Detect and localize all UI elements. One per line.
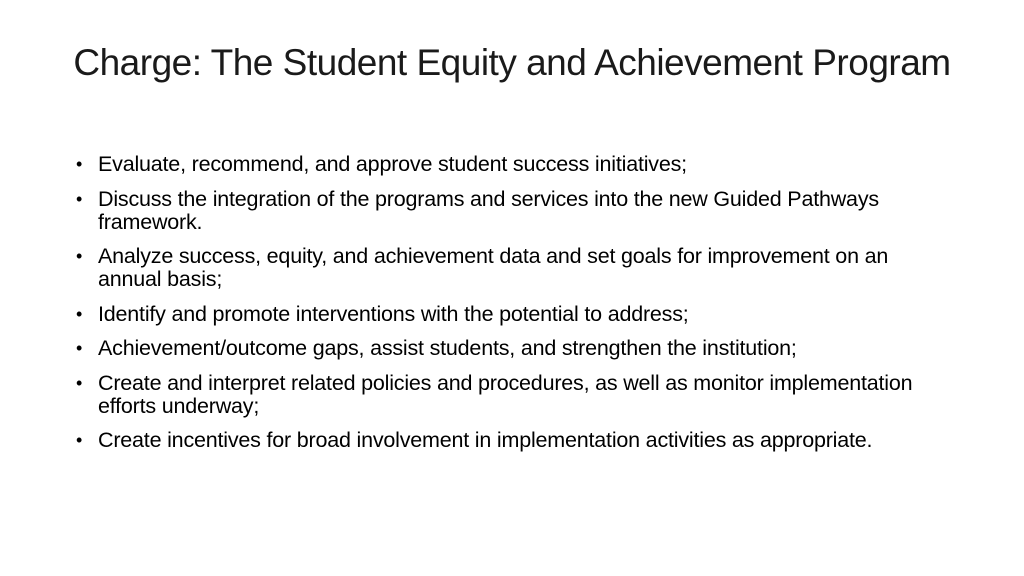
bullet-text: Analyze success, equity, and achievement data and set goals for improvement on an annual basis; bbox=[98, 244, 889, 291]
bullet-icon: • bbox=[76, 430, 83, 450]
bullet-list bbox=[72, 153, 952, 464]
bullet-item bbox=[72, 153, 952, 176]
bullet-icon: • bbox=[76, 188, 83, 209]
bullet-item bbox=[72, 337, 952, 360]
slide-title: Charge: The Student Equity and Achievement Program bbox=[73, 42, 951, 83]
bullet-text: Achievement/outcome gaps, assist students, and strengthen the institution; bbox=[98, 336, 797, 360]
bullet-item bbox=[72, 303, 952, 326]
bullet-icon: • bbox=[76, 372, 83, 393]
bullet-icon: • bbox=[76, 246, 83, 266]
bullet-item bbox=[72, 429, 952, 452]
bullet-text: Create incentives for broad involvement in implementation activities as appropriate. bbox=[98, 428, 873, 452]
bullet-text: Discuss the integration of the programs and services into the new Guided Pathways framework. bbox=[98, 186, 879, 234]
bullet-icon: • bbox=[76, 154, 83, 174]
bullet-text: Evaluate, recommend, and approve student success initiatives; bbox=[98, 152, 687, 176]
bullet-item bbox=[72, 372, 952, 418]
bullet-icon: • bbox=[76, 303, 83, 324]
bullet-item bbox=[72, 188, 952, 234]
bullet-text: Identify and promote interventions with the potential to address; bbox=[98, 301, 689, 326]
bullet-icon: • bbox=[76, 338, 83, 358]
bullet-item bbox=[72, 245, 952, 291]
bullet-text: Create and interpret related policies and procedures, as well as monitor implementation efforts underway; bbox=[98, 370, 913, 418]
